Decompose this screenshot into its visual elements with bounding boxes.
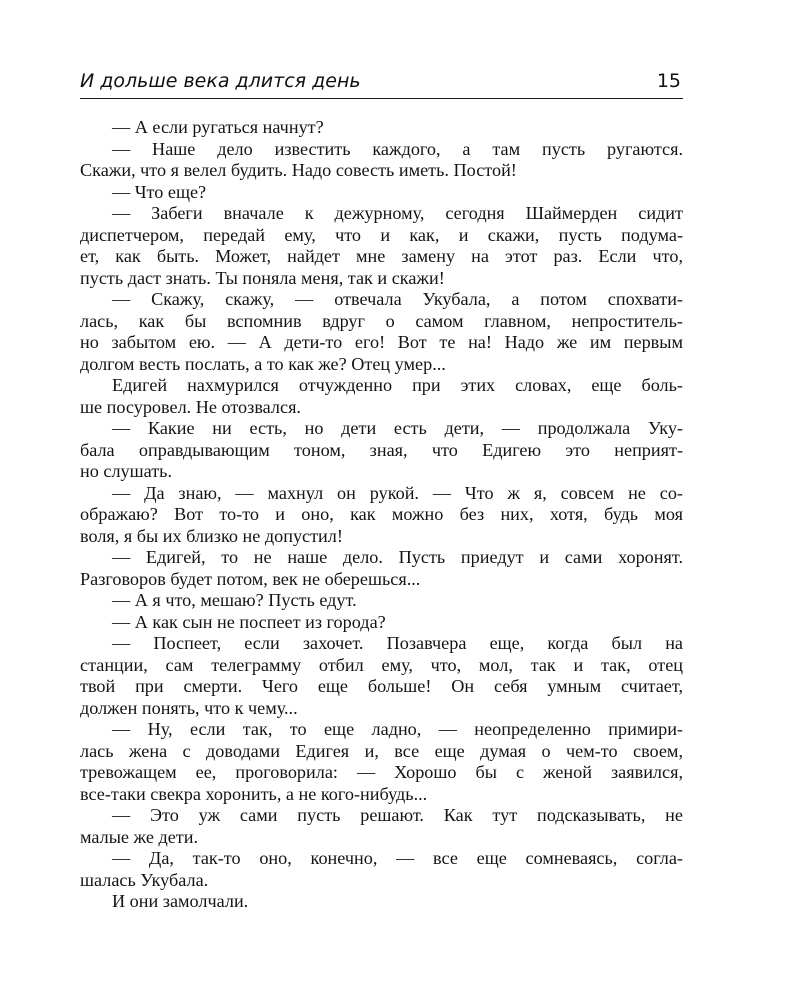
text-line: — Поспеет, если захочет. Позавчера еще, когда был на (112, 633, 683, 653)
text-line: тревожащем ее, проговорила: — Хорошо бы с женой заявился, (80, 762, 683, 782)
text-line: — Да, так-то оно, конечно, — все еще сомневаясь, согла- (112, 848, 683, 868)
text-line: Едигей нахмурился отчужденно при этих словах, еще боль- (112, 375, 683, 395)
running-title: И дольше века длится день (80, 70, 361, 92)
text-line: ображаю? Вот то-то и оно, как можно без них, хотя, будь моя (80, 504, 683, 524)
text-line: Разговоров будет потом, век не оберешься... (80, 568, 421, 589)
text-line: станции, сам телеграмму отбил ему, что, мол, так и так, отец (80, 654, 683, 675)
text-line: — Скажу, скажу, — отвечала Укубала, а потом спохвати- (112, 289, 683, 309)
text-line: все-таки свекра хоронить, а не кого-нибудь... (80, 783, 428, 804)
text-line: — Наше дело известить каждого, а там пусть ругаются. (112, 138, 683, 159)
text-line: бала оправдывающим тоном, зная, что Едигею это неприят- (80, 439, 683, 460)
text-line: долгом весть послать, а то как же? Отец умер... (80, 353, 446, 374)
text-line: — Забеги вначале к дежурному, сегодня Шаймерден сидит (112, 203, 683, 223)
body-text (80, 117, 683, 913)
text-line: ет, как быть. Может, найдет мне замену на этот раз. Если что, (80, 246, 683, 266)
text-line: но забытом ею. — А дети-то его! Вот те на! Надо же им первым (80, 332, 683, 352)
text-line: должен понять, что к чему... (80, 697, 298, 718)
text-line: пусть даст знать. Ты поняла меня, так и скажи! (80, 267, 445, 288)
text-line: Скажи, что я велел будить. Надо совесть иметь. Постой! (80, 160, 517, 180)
text-line: И они замолчали. (112, 891, 249, 911)
text-line: диспетчером, передай ему, что и как, и скажи, пусть подума- (80, 224, 683, 245)
text-line: ше посуровел. Не отозвался. (80, 396, 301, 417)
running-header (80, 68, 683, 99)
text-line: — Да знаю, — махнул он рукой. — Что ж я, совсем не со- (112, 482, 683, 503)
text-line: — Едигей, то не наше дело. Пусть приедут и сами хоронят. (112, 547, 683, 567)
text-line: — А как сын не поспеет из города? (112, 611, 386, 632)
page-number: 15 (656, 70, 681, 92)
text-line: но слушать. (80, 461, 173, 481)
text-line: лась, как бы вспомнив вдруг о самом главном, непроститель- (80, 310, 683, 331)
text-line: — А если ругаться начнут? (112, 117, 324, 137)
text-line: — Ну, если так, то еще ладно, — неопределенно примири- (112, 719, 683, 739)
text-line: шалась Укубала. (80, 869, 209, 890)
text-line: твой при смерти. Чего еще больше! Он себя умным считает, (80, 676, 683, 696)
text-line: — Какие ни есть, но дети есть дети, — продолжала Уку- (112, 418, 683, 438)
text-line: — Что еще? (112, 181, 207, 202)
text-line: лась жена с доводами Едигея и, все еще думая о чем-то своем, (80, 740, 683, 761)
text-line: — Это уж сами пусть решают. Как тут подсказывать, не (112, 805, 683, 825)
text-line: малые же дети. (80, 826, 199, 847)
text-line: воля, я бы их близко не допустил! (80, 525, 343, 546)
text-line: — А я что, мешаю? Пусть едут. (112, 590, 357, 610)
